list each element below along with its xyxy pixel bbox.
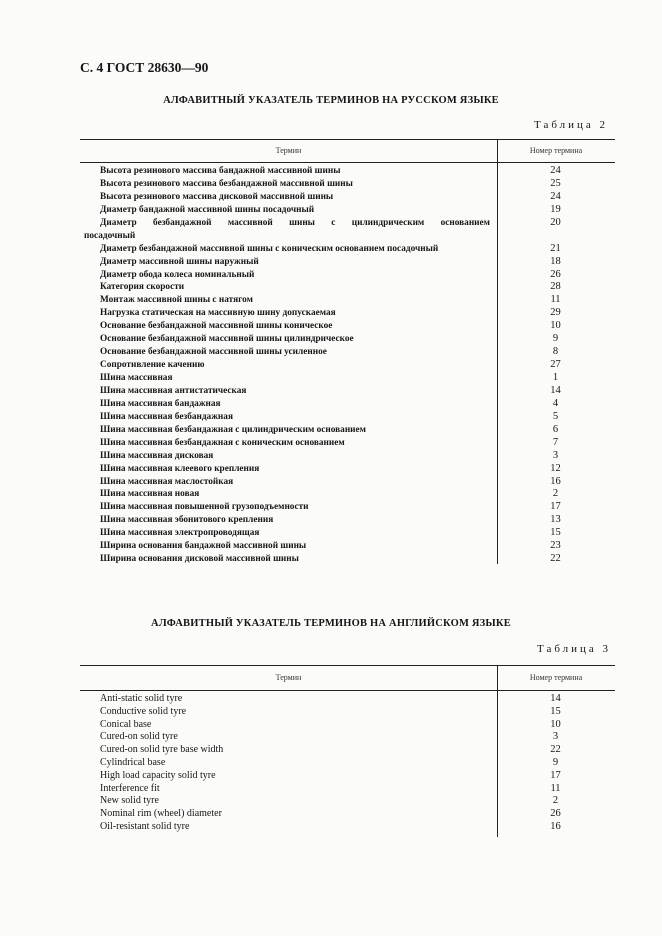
table-row [84, 178, 614, 191]
term-text: Conical base [100, 718, 152, 730]
term-text: Anti-static solid tyre [100, 693, 183, 704]
table-row [84, 256, 614, 269]
term-text: High load capacity solid tyre [100, 769, 216, 781]
table-row [84, 294, 614, 307]
term-number: 3 [552, 731, 559, 743]
term-text: Шина массивная электропроводящая [100, 528, 260, 539]
term-number: 29 [550, 307, 561, 319]
table-row [84, 320, 614, 333]
term-number: 9 [552, 756, 559, 768]
table3-header-rule [80, 690, 615, 691]
term-number: 10 [550, 320, 561, 332]
term-number: 17 [550, 769, 561, 781]
table-row [84, 372, 614, 385]
term-text: Шина массивная маслостойкая [100, 476, 234, 487]
term-text: Шина массивная безбандажная [100, 411, 233, 422]
term-text: Ширина основания бандажной массивной шины [100, 541, 307, 552]
table-row [84, 488, 614, 501]
term-number: 5 [552, 410, 559, 422]
term-text: Шина массивная эбонитового крепления [100, 515, 274, 526]
table-row [84, 553, 614, 566]
term-text: Шина массивная новая [100, 489, 200, 500]
table-row [84, 514, 614, 527]
term-number: 10 [550, 718, 561, 730]
table-row [84, 706, 614, 719]
term-number: 21 [550, 242, 561, 254]
term-text: Шина массивная клеевого крепления [100, 463, 260, 474]
table-row [84, 808, 614, 821]
term-text: Шина массивная дисковая [100, 450, 214, 461]
term-number: 26 [550, 808, 561, 820]
term-number: 6 [552, 423, 559, 435]
table-row [84, 476, 614, 489]
table-row [84, 501, 614, 514]
term-text: Oil-resistant solid tyre [100, 820, 190, 832]
term-text: Основание безбандажной массивной шины коническое [100, 321, 333, 332]
table-row [84, 346, 614, 359]
table-row [84, 744, 614, 757]
table-row [84, 424, 614, 437]
term-number: 22 [550, 553, 561, 565]
term-text: Шина массивная безбандажная с цилиндрическим основанием [100, 424, 366, 435]
term-text: Диаметр массивной шины наружный [100, 256, 259, 267]
term-number: 1 [552, 372, 559, 383]
term-number: 11 [550, 294, 561, 306]
term-number: 24 [550, 190, 561, 202]
table-row [84, 165, 614, 178]
term-number: 7 [552, 436, 559, 448]
term-number: 20 [550, 216, 561, 228]
term-number: 22 [550, 744, 561, 756]
term-text: Cylindrical base [100, 756, 166, 768]
table-row [84, 307, 614, 320]
table3-label: Таблица 3 [537, 643, 612, 655]
table-row [84, 770, 614, 783]
term-number: 13 [550, 514, 561, 526]
term-text-line1: Диаметр безбандажной массивной шины с цилиндрическим основанием [100, 217, 490, 228]
term-text: Conductive solid tyre [100, 705, 187, 717]
term-number: 27 [550, 359, 561, 371]
table-row [84, 821, 614, 834]
term-number: 25 [550, 177, 561, 189]
term-text-line2: посадочный [84, 230, 136, 241]
table-row [84, 693, 614, 706]
term-text: Сопротивление качению [100, 360, 205, 371]
table-row [84, 540, 614, 553]
table-row [84, 385, 614, 398]
term-text: Диаметр обода колеса номинальный [100, 269, 255, 280]
term-text: Cured-on solid tyre base width [100, 744, 224, 756]
term-number: 26 [550, 268, 561, 280]
table-row [84, 191, 614, 204]
term-number: 14 [550, 384, 561, 396]
page-header: С. 4 ГОСТ 28630—90 [80, 60, 209, 75]
term-text: Шина массивная повышенной грузоподъемности [100, 502, 309, 513]
term-number: 18 [550, 255, 561, 267]
table-row [84, 243, 614, 256]
term-text: Шина массивная бандажная [100, 398, 221, 409]
table2-body [84, 165, 614, 566]
table3-body [84, 693, 614, 834]
table3-title: АЛФАВИТНЫЙ УКАЗАТЕЛЬ ТЕРМИНОВ НА АНГЛИЙСКОМ ЯЗЫКЕ [151, 618, 511, 629]
term-number: 23 [550, 540, 561, 552]
table-row [84, 719, 614, 732]
term-text: Interference fit [100, 782, 160, 794]
term-number: 17 [550, 501, 561, 513]
term-text: Cured-on solid tyre [100, 731, 178, 743]
table-row [84, 217, 614, 243]
table-row [84, 795, 614, 808]
table2-col-term: Термин [275, 146, 302, 155]
table-row [84, 204, 614, 217]
table-row [84, 269, 614, 282]
term-number: 11 [550, 782, 561, 794]
table-row [84, 437, 614, 450]
table3-col-number: Номер термина [529, 673, 583, 682]
term-number: 16 [550, 475, 561, 487]
table2-col-number: Номер термина [529, 146, 583, 155]
term-text: Высота резинового массива безбандажной массивной шины [100, 178, 353, 189]
table-row [84, 783, 614, 796]
term-text: Nominal rim (wheel) diameter [100, 808, 222, 820]
term-text: Высота резинового массива бандажной массивной шины [100, 166, 341, 176]
term-number: 9 [552, 333, 559, 345]
term-text: Основание безбандажной массивной шины цилиндрическое [100, 334, 354, 345]
term-number: 4 [552, 397, 559, 409]
term-number: 28 [550, 281, 561, 293]
table2-title: АЛФАВИТНЫЙ УКАЗАТЕЛЬ ТЕРМИНОВ НА РУССКОМ ЯЗЫКЕ [163, 95, 499, 106]
term-text: Ширина основания дисковой массивной шины [100, 554, 299, 565]
term-number: 24 [550, 165, 561, 176]
term-number: 16 [550, 820, 561, 832]
term-number: 12 [550, 462, 561, 474]
table2-top-rule [80, 139, 615, 140]
term-text: Высота резинового массива дисковой массивной шины [100, 191, 334, 202]
term-number: 15 [550, 527, 561, 539]
term-number: 2 [552, 488, 559, 500]
term-text: Категория скорости [100, 282, 185, 293]
term-text: New solid tyre [100, 795, 159, 807]
term-text: Диаметр бандажной массивной шины посадочный [100, 204, 315, 215]
term-number: 14 [550, 693, 561, 704]
term-number: 2 [552, 795, 559, 807]
table-row [84, 398, 614, 411]
term-text: Шина массивная антистатическая [100, 385, 247, 396]
table-row [84, 757, 614, 770]
term-number: 3 [552, 449, 559, 461]
term-number: 19 [550, 203, 561, 215]
table3-col-term: Термин [275, 673, 302, 682]
term-text: Шина массивная [100, 373, 173, 383]
table-row [84, 411, 614, 424]
table2-header-rule [80, 162, 615, 163]
table-row [84, 463, 614, 476]
term-text: Основание безбандажной массивной шины усиленное [100, 347, 327, 358]
table-row [84, 450, 614, 463]
term-text: Монтаж массивной шины с натягом [100, 295, 253, 306]
table3-top-rule [80, 665, 615, 666]
term-text: Диаметр безбандажной массивной шины с коническим основанием посадочный [100, 243, 439, 254]
table-row [84, 281, 614, 294]
term-text: Нагрузка статическая на массивную шину допускаемая [100, 308, 336, 319]
table-row [84, 333, 614, 346]
table-row [84, 359, 614, 372]
table2-label: Таблица 2 [534, 119, 609, 131]
term-text: Шина массивная безбандажная с коническим основанием [100, 437, 345, 448]
table-row [84, 731, 614, 744]
term-number: 8 [552, 346, 559, 358]
term-number: 15 [550, 705, 561, 717]
table-row [84, 527, 614, 540]
